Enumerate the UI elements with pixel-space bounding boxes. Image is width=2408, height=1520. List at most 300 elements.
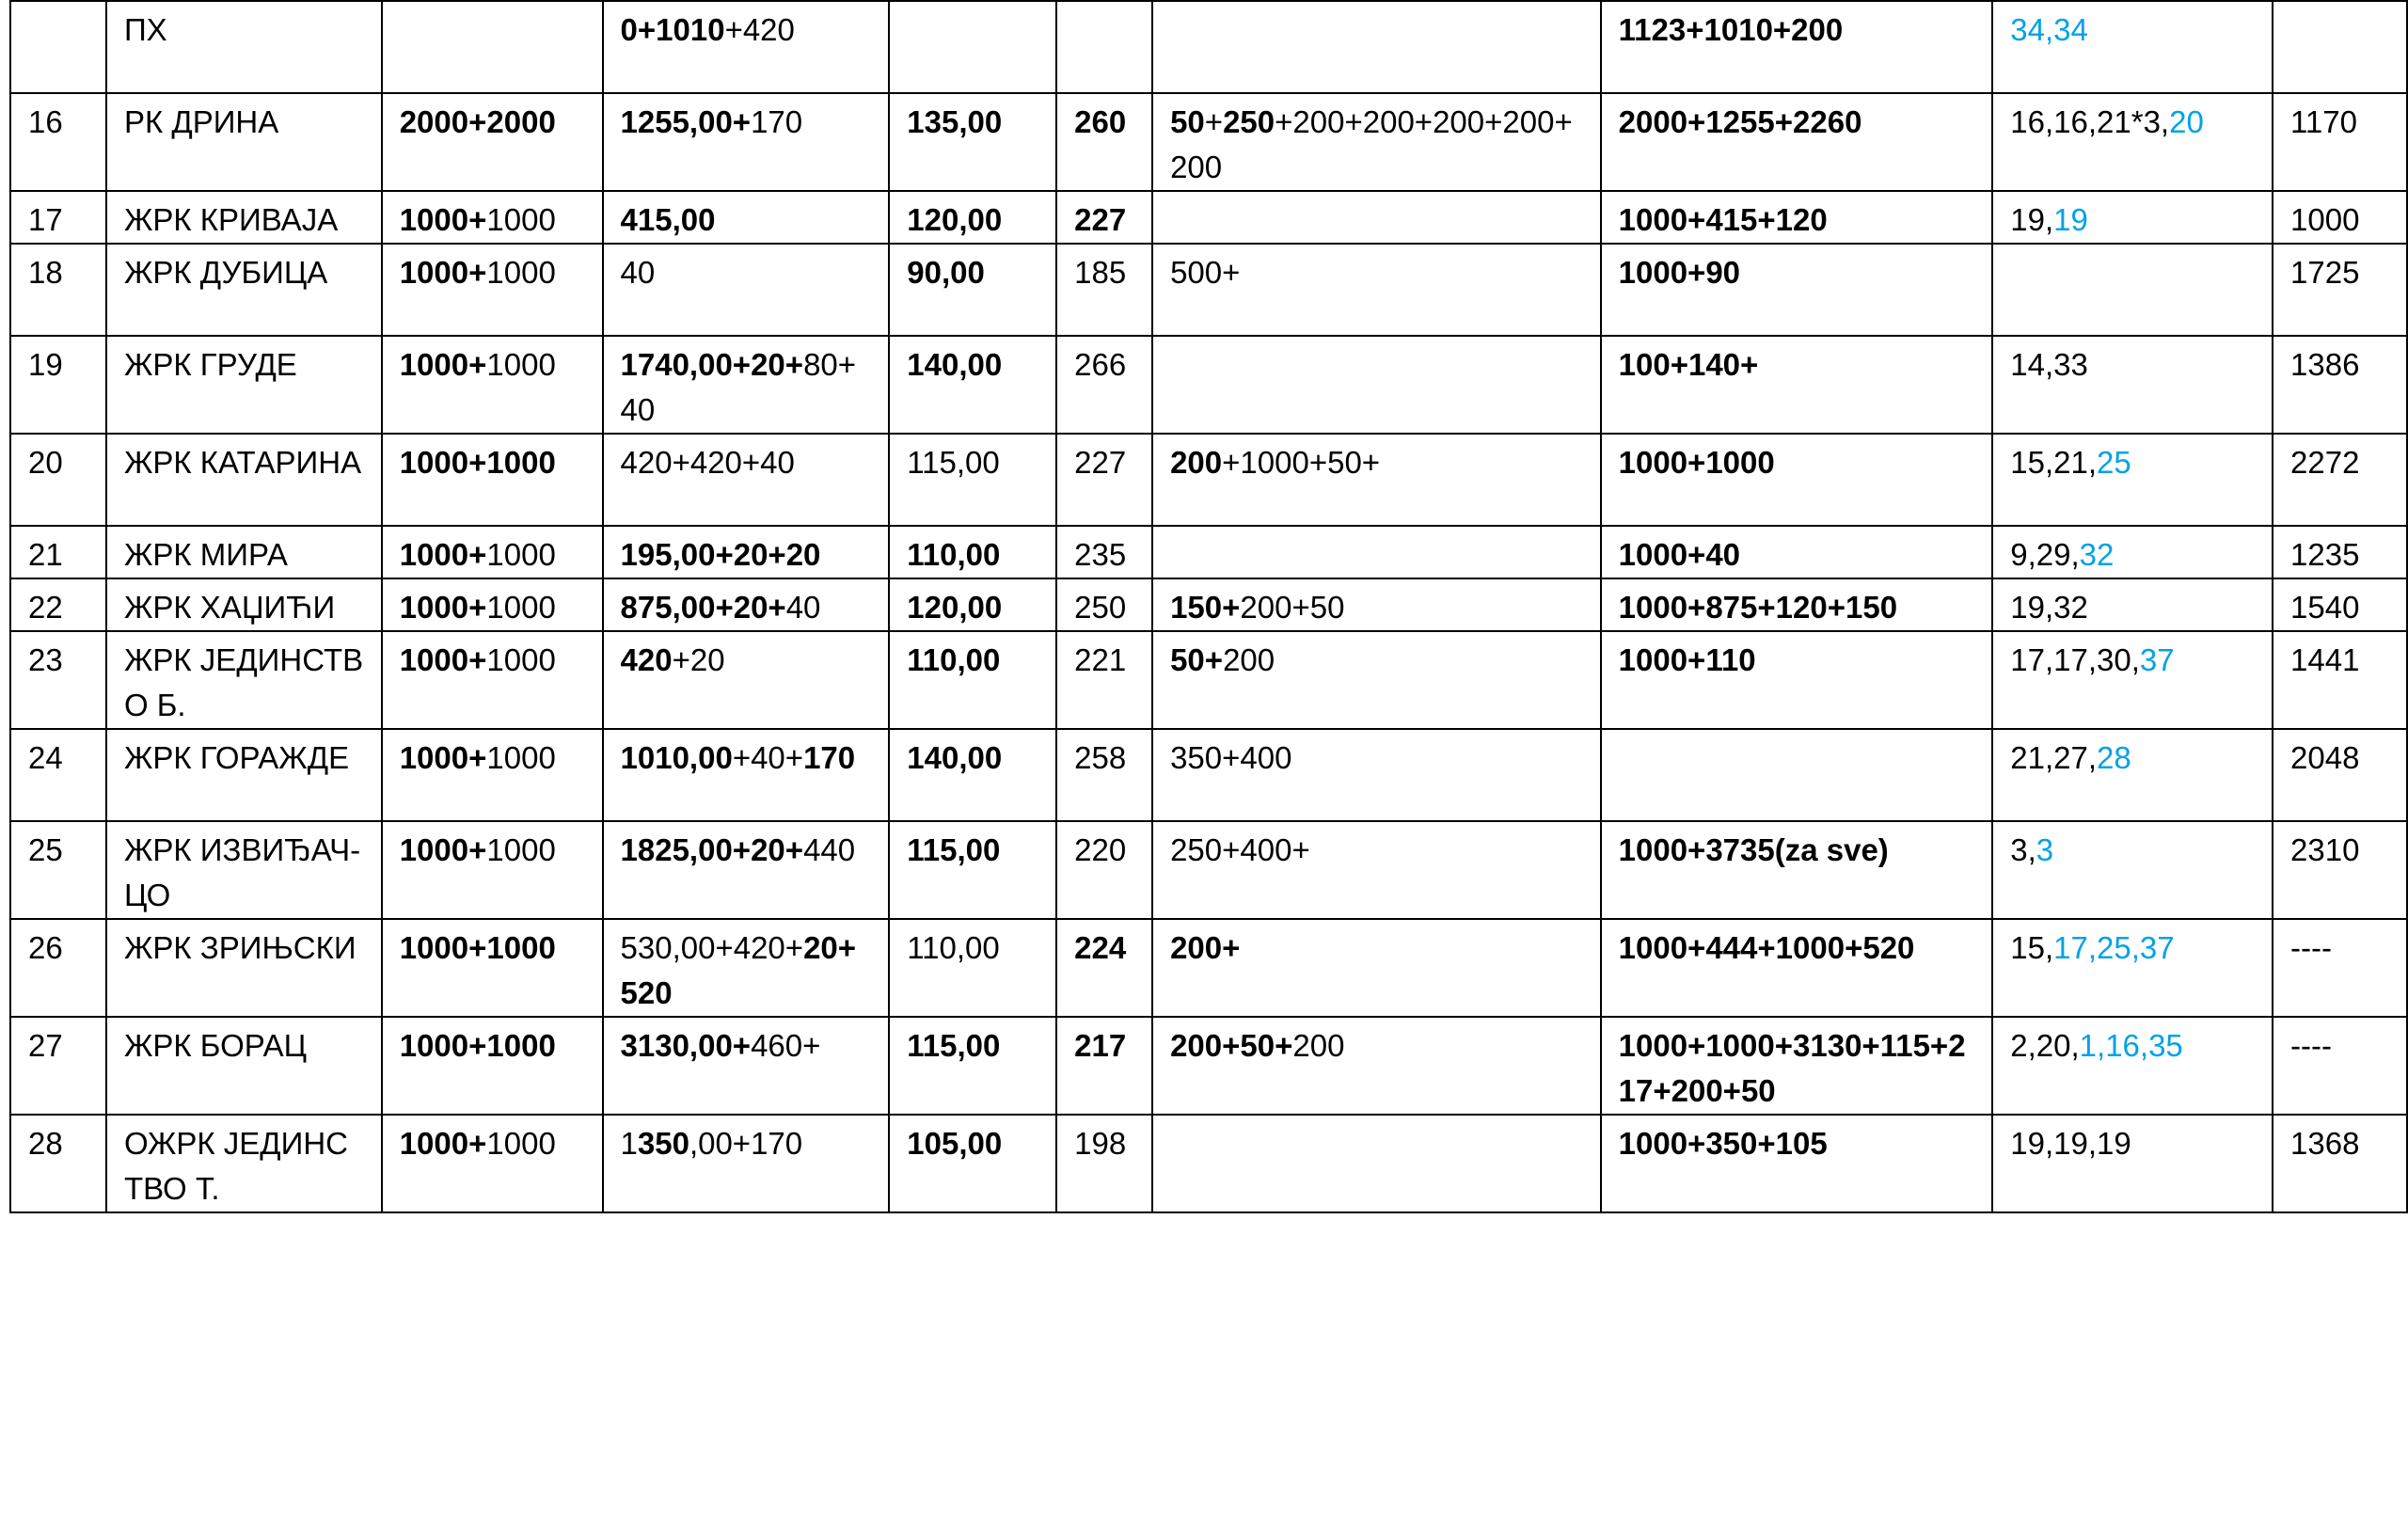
cell-text: 15, [2010, 930, 2054, 965]
cell-text: 185 [1074, 255, 1127, 290]
table-row [10, 729, 2407, 821]
cell-text: 115,00 [907, 445, 1000, 480]
cell-text: 16,16,21*3, [2010, 104, 2170, 139]
cell-text: 28 [2097, 740, 2131, 775]
cell-text: 1000 [486, 347, 556, 382]
column-8-cell [1601, 919, 1993, 1017]
column-9-cell [1992, 434, 2273, 526]
row-number-cell [10, 191, 106, 244]
column-5-cell [889, 631, 1056, 729]
column-5-cell [889, 526, 1056, 578]
cell-text: 15,21, [2010, 445, 2098, 480]
cell-text: 150+ [1170, 590, 1241, 625]
cell-text: 1 [620, 1126, 638, 1161]
cell-text: 25 [28, 832, 63, 867]
column-6-cell [1056, 244, 1152, 336]
cell-text: 110,00 [907, 930, 1000, 965]
column-4-cell [603, 729, 890, 821]
column-3-cell [382, 93, 603, 191]
table-row [10, 191, 2407, 244]
column-9-cell [1992, 244, 2273, 336]
cell-text: 258 [1074, 740, 1127, 775]
cell-text: 1000+40 [1618, 537, 1741, 572]
column-3-cell [382, 1017, 603, 1115]
cell-text: 105,00 [907, 1126, 1003, 1161]
cell-text: 2272 [2290, 445, 2360, 480]
column-7-cell [1152, 1, 1601, 93]
club-name-cell [106, 821, 382, 919]
cell-text: 21,27, [2010, 740, 2098, 775]
column-5-cell [889, 434, 1056, 526]
cell-text: 18 [28, 255, 63, 290]
column-10-cell [2273, 191, 2407, 244]
column-4-cell [603, 1017, 890, 1115]
cell-text: ЖРК ИЗВИЂАЧ-ЦО [123, 832, 361, 912]
column-3-cell [382, 191, 603, 244]
cell-text: 1000+415+120 [1618, 202, 1828, 237]
column-5-cell [889, 821, 1056, 919]
cell-text: 170 [803, 740, 856, 775]
table-row [10, 1017, 2407, 1115]
club-name-cell [106, 631, 382, 729]
cell-text: 1000+ [399, 740, 487, 775]
cell-text: ЖРК КРИВАЈА [123, 202, 339, 237]
row-number-cell [10, 919, 106, 1017]
cell-text: +200+200+200+200+200 [1170, 104, 1573, 184]
cell-text: 260 [1074, 104, 1127, 139]
column-4-cell [603, 336, 890, 434]
column-5-cell [889, 336, 1056, 434]
cell-text: 110,00 [907, 537, 1001, 572]
cell-text: ЖРК БОРАЦ [123, 1028, 307, 1063]
cell-text: 140,00 [907, 347, 1003, 382]
cell-text: 19 [2053, 202, 2088, 237]
cell-text: 140,00 [907, 740, 1003, 775]
column-5-cell [889, 1115, 1056, 1212]
cell-text: 50+ [1170, 642, 1224, 677]
club-name-cell [106, 1017, 382, 1115]
table-row [10, 526, 2407, 578]
column-10-cell [2273, 1017, 2407, 1115]
column-8-cell [1601, 1017, 1993, 1115]
column-6-cell [1056, 1017, 1152, 1115]
cell-text: 20+520 [620, 930, 857, 1010]
cell-text: 1000+1000 [399, 445, 556, 480]
column-10-cell [2273, 578, 2407, 631]
cell-text: 200 [1223, 642, 1275, 677]
club-name-cell [106, 1, 382, 93]
cell-text: 100+140+ [1618, 347, 1759, 382]
cell-text: 1,16,35 [2079, 1028, 2183, 1063]
column-7-cell [1152, 191, 1601, 244]
row-number-cell [10, 1017, 106, 1115]
club-name-cell [106, 578, 382, 631]
cell-text: 266 [1074, 347, 1127, 382]
cell-text: 2,20, [2010, 1028, 2080, 1063]
column-3-cell [382, 1115, 603, 1212]
cell-text: 115,00 [907, 1028, 1001, 1063]
cell-text: 170 [751, 104, 803, 139]
column-7-cell [1152, 526, 1601, 578]
row-number-cell [10, 821, 106, 919]
cell-text: 1000 [486, 642, 556, 677]
cell-text: 440 [803, 832, 856, 867]
column-6-cell [1056, 821, 1152, 919]
cell-text: ---- [2290, 930, 2332, 965]
cell-text: 90,00 [907, 255, 985, 290]
cell-text: +420 [724, 12, 795, 47]
column-9-cell [1992, 821, 2273, 919]
cell-text: 1000+3735(za sve) [1618, 832, 1889, 867]
cell-text: 1000 [486, 202, 556, 237]
table-row [10, 1, 2407, 93]
cell-text: 1000+444+1000+520 [1618, 930, 1915, 965]
cell-text: 1000+ [399, 202, 487, 237]
cell-text: 200+50+ [1170, 1028, 1293, 1063]
cell-text: +1000+50+ [1222, 445, 1381, 480]
column-9-cell [1992, 631, 2273, 729]
column-10-cell [2273, 821, 2407, 919]
cell-text: 1000+110 [1618, 642, 1756, 677]
cell-text: +20 [672, 642, 725, 677]
cell-text: 1000+875+120+150 [1618, 590, 1898, 625]
cell-text: 34,34 [2010, 12, 2088, 47]
column-7-cell [1152, 434, 1601, 526]
cell-text: 37 [2139, 642, 2175, 677]
cell-text: 1000+ [399, 590, 487, 625]
cell-text: 120,00 [907, 202, 1003, 237]
cell-text: 1000 [486, 590, 556, 625]
cell-text: ЖРК ДУБИЦА [123, 255, 328, 290]
cell-text: 19,19,19 [2010, 1126, 2131, 1161]
row-number-cell [10, 1115, 106, 1212]
data-table [9, 0, 2408, 1213]
club-name-cell [106, 1115, 382, 1212]
column-7-cell [1152, 578, 1601, 631]
table-row [10, 821, 2407, 919]
cell-text: 221 [1074, 642, 1127, 677]
cell-text: ЖРК ЈЕДИНСТВО Б. [123, 642, 364, 722]
cell-text: 1000+ [399, 832, 487, 867]
cell-text: 460+ [751, 1028, 821, 1063]
cell-text: 19 [28, 347, 63, 382]
cell-text: 217 [1074, 1028, 1127, 1063]
cell-text: 1000 [486, 740, 556, 775]
column-3-cell [382, 631, 603, 729]
column-10-cell [2273, 336, 2407, 434]
cell-text: 26 [28, 930, 63, 965]
column-8-cell [1601, 434, 1993, 526]
column-9-cell [1992, 919, 2273, 1017]
column-8-cell [1601, 93, 1993, 191]
cell-text: 1000+1000 [399, 930, 556, 965]
cell-text: 224 [1074, 930, 1127, 965]
column-5-cell [889, 191, 1056, 244]
cell-text: 25 [2097, 445, 2131, 480]
cell-text: 1000+1000+3130+115+217+200+50 [1618, 1028, 1966, 1108]
cell-text: 1000+ [399, 642, 487, 677]
cell-text: 1010,00 [620, 740, 733, 775]
cell-text: 1255,00+ [620, 104, 752, 139]
cell-text: 3130,00+ [620, 1028, 752, 1063]
cell-text: 1540 [2290, 590, 2360, 625]
club-name-cell [106, 729, 382, 821]
column-10-cell [2273, 1115, 2407, 1212]
column-3-cell [382, 526, 603, 578]
cell-text: 22 [28, 590, 63, 625]
cell-text: 19, [2010, 202, 2054, 237]
cell-text: 32 [2079, 537, 2115, 572]
cell-text: 415,00 [620, 202, 716, 237]
club-name-cell [106, 919, 382, 1017]
column-8-cell [1601, 1, 1993, 93]
cell-text: 17 [28, 202, 63, 237]
cell-text: 530,00+420+ [620, 930, 804, 965]
column-9-cell [1992, 336, 2273, 434]
column-4-cell [603, 93, 890, 191]
cell-text: 28 [28, 1126, 63, 1161]
cell-text: ЖРК КАТАРИНА [123, 445, 362, 480]
cell-text: ЖРК ГОРАЖДЕ [123, 740, 350, 775]
cell-text: 14,33 [2010, 347, 2088, 382]
cell-text: 9,29, [2010, 537, 2080, 572]
column-7-cell [1152, 1115, 1601, 1212]
column-10-cell [2273, 93, 2407, 191]
cell-text: 200 [1292, 1028, 1345, 1063]
column-7-cell [1152, 631, 1601, 729]
column-5-cell [889, 1, 1056, 93]
club-name-cell [106, 191, 382, 244]
column-3-cell [382, 578, 603, 631]
cell-text: 23 [28, 642, 63, 677]
column-7-cell [1152, 244, 1601, 336]
column-6-cell [1056, 93, 1152, 191]
cell-text: 200+ [1170, 930, 1241, 965]
cell-text: 250 [1223, 104, 1275, 139]
row-number-cell [10, 93, 106, 191]
cell-text: 120,00 [907, 590, 1003, 625]
column-4-cell [603, 631, 890, 729]
cell-text: 1441 [2290, 642, 2360, 677]
column-7-cell [1152, 821, 1601, 919]
cell-text: 1235 [2290, 537, 2360, 572]
table-row [10, 1115, 2407, 1212]
cell-text: 20 [28, 445, 63, 480]
column-4-cell [603, 578, 890, 631]
cell-text: 1000+ [399, 537, 487, 572]
column-5-cell [889, 93, 1056, 191]
cell-text: 20 [2169, 104, 2204, 139]
column-3-cell [382, 729, 603, 821]
column-10-cell [2273, 631, 2407, 729]
row-number-cell [10, 526, 106, 578]
column-10-cell [2273, 1, 2407, 93]
cell-text: 3, [2010, 832, 2036, 867]
cell-text: РК ДРИНА [123, 104, 279, 139]
table-row [10, 631, 2407, 729]
cell-text: 110,00 [907, 642, 1001, 677]
cell-text: 135,00 [907, 104, 1003, 139]
cell-text: 220 [1074, 832, 1127, 867]
column-4-cell [603, 1, 890, 93]
column-5-cell [889, 578, 1056, 631]
cell-text: ,00+170 [689, 1126, 803, 1161]
cell-text: 0+1010 [620, 12, 725, 47]
cell-text: 2000+2000 [399, 104, 556, 139]
column-9-cell [1992, 1, 2273, 93]
column-3-cell [382, 821, 603, 919]
cell-text: +40+ [732, 740, 804, 775]
cell-text: 16 [28, 104, 63, 139]
column-4-cell [603, 434, 890, 526]
cell-text: 40 [785, 590, 821, 625]
cell-text: 1000+ [399, 255, 487, 290]
cell-text: ---- [2290, 1028, 2332, 1063]
table-row [10, 93, 2407, 191]
cell-text: 50 [1170, 104, 1205, 139]
cell-text: 1000 [486, 255, 556, 290]
cell-text: 195,00+20+20 [620, 537, 821, 572]
cell-text: 1368 [2290, 1126, 2360, 1161]
cell-text: 1725 [2290, 255, 2360, 290]
column-6-cell [1056, 1115, 1152, 1212]
cell-text: 227 [1074, 445, 1127, 480]
column-6-cell [1056, 336, 1152, 434]
column-6-cell [1056, 434, 1152, 526]
column-4-cell [603, 244, 890, 336]
club-name-cell [106, 526, 382, 578]
column-7-cell [1152, 729, 1601, 821]
column-4-cell [603, 919, 890, 1017]
column-3-cell [382, 434, 603, 526]
column-6-cell [1056, 191, 1152, 244]
column-9-cell [1992, 93, 2273, 191]
column-8-cell [1601, 1115, 1993, 1212]
column-6-cell [1056, 919, 1152, 1017]
column-8-cell [1601, 821, 1993, 919]
cell-text: ЖРК МИРА [123, 537, 288, 572]
column-3-cell [382, 244, 603, 336]
column-4-cell [603, 526, 890, 578]
column-7-cell [1152, 93, 1601, 191]
cell-text: 40 [620, 255, 656, 290]
column-4-cell [603, 1115, 890, 1212]
cell-text: 80+40 [620, 347, 857, 427]
column-7-cell [1152, 336, 1601, 434]
column-8-cell [1601, 631, 1993, 729]
column-10-cell [2273, 244, 2407, 336]
column-3-cell [382, 919, 603, 1017]
column-8-cell [1601, 526, 1993, 578]
cell-text: 1000 [2290, 202, 2360, 237]
column-6-cell [1056, 1, 1152, 93]
cell-text: 1000+1000 [399, 1028, 556, 1063]
table-row [10, 336, 2407, 434]
cell-text: 200 [1170, 445, 1223, 480]
column-7-cell [1152, 919, 1601, 1017]
column-8-cell [1601, 336, 1993, 434]
column-10-cell [2273, 526, 2407, 578]
cell-text: ПХ [123, 12, 167, 47]
cell-text: 1000+ [399, 1126, 487, 1161]
row-number-cell [10, 1, 106, 93]
cell-text: 227 [1074, 202, 1127, 237]
cell-text: 250+400+ [1170, 832, 1310, 867]
column-10-cell [2273, 919, 2407, 1017]
column-6-cell [1056, 578, 1152, 631]
cell-text: 1000 [486, 1126, 556, 1161]
column-4-cell [603, 821, 890, 919]
cell-text: 115,00 [907, 832, 1001, 867]
cell-text: 2310 [2290, 832, 2360, 867]
cell-text: 1000+350+105 [1618, 1126, 1828, 1161]
column-8-cell [1601, 578, 1993, 631]
cell-text: 3 [2036, 832, 2054, 867]
row-number-cell [10, 244, 106, 336]
club-name-cell [106, 434, 382, 526]
column-8-cell [1601, 244, 1993, 336]
cell-text: 19,32 [2010, 590, 2088, 625]
table-row [10, 434, 2407, 526]
column-9-cell [1992, 1115, 2273, 1212]
column-5-cell [889, 729, 1056, 821]
cell-text: 2048 [2290, 740, 2360, 775]
cell-text: ЖРК ГРУДЕ [123, 347, 297, 382]
table-row [10, 919, 2407, 1017]
cell-text: 420+420+40 [620, 445, 795, 480]
cell-text: + [1204, 104, 1224, 139]
column-10-cell [2273, 729, 2407, 821]
cell-text: 200+50 [1240, 590, 1345, 625]
cell-text: 1000 [486, 832, 556, 867]
cell-text: 250 [1074, 590, 1127, 625]
cell-text: 350 [637, 1126, 689, 1161]
cell-text: 17,25,37 [2053, 930, 2175, 965]
table-row [10, 578, 2407, 631]
row-number-cell [10, 631, 106, 729]
column-6-cell [1056, 729, 1152, 821]
row-number-cell [10, 434, 106, 526]
column-5-cell [889, 1017, 1056, 1115]
cell-text: 27 [28, 1028, 63, 1063]
cell-text: 1000+1000 [1618, 445, 1775, 480]
cell-text: 1000+90 [1618, 255, 1741, 290]
cell-text: ЖРК ХАЏИЋИ [123, 590, 336, 625]
column-9-cell [1992, 1017, 2273, 1115]
cell-text: 2000+1255+2260 [1618, 104, 1862, 139]
column-10-cell [2273, 434, 2407, 526]
cell-text: ЖРК ЗРИЊСКИ [123, 930, 356, 965]
column-9-cell [1992, 578, 2273, 631]
column-9-cell [1992, 729, 2273, 821]
row-number-cell [10, 729, 106, 821]
cell-text: 500+ [1170, 255, 1241, 290]
cell-text: 1000 [486, 537, 556, 572]
column-5-cell [889, 919, 1056, 1017]
cell-text: 1000+ [399, 347, 487, 382]
cell-text: ОЖРК ЈЕДИНСТВО Т. [123, 1126, 348, 1206]
table-row [10, 244, 2407, 336]
cell-text: 1386 [2290, 347, 2360, 382]
column-9-cell [1992, 191, 2273, 244]
column-6-cell [1056, 631, 1152, 729]
club-name-cell [106, 244, 382, 336]
club-name-cell [106, 93, 382, 191]
cell-text: 350+400 [1170, 740, 1292, 775]
cell-text: 24 [28, 740, 63, 775]
row-number-cell [10, 336, 106, 434]
cell-text: 420 [620, 642, 673, 677]
